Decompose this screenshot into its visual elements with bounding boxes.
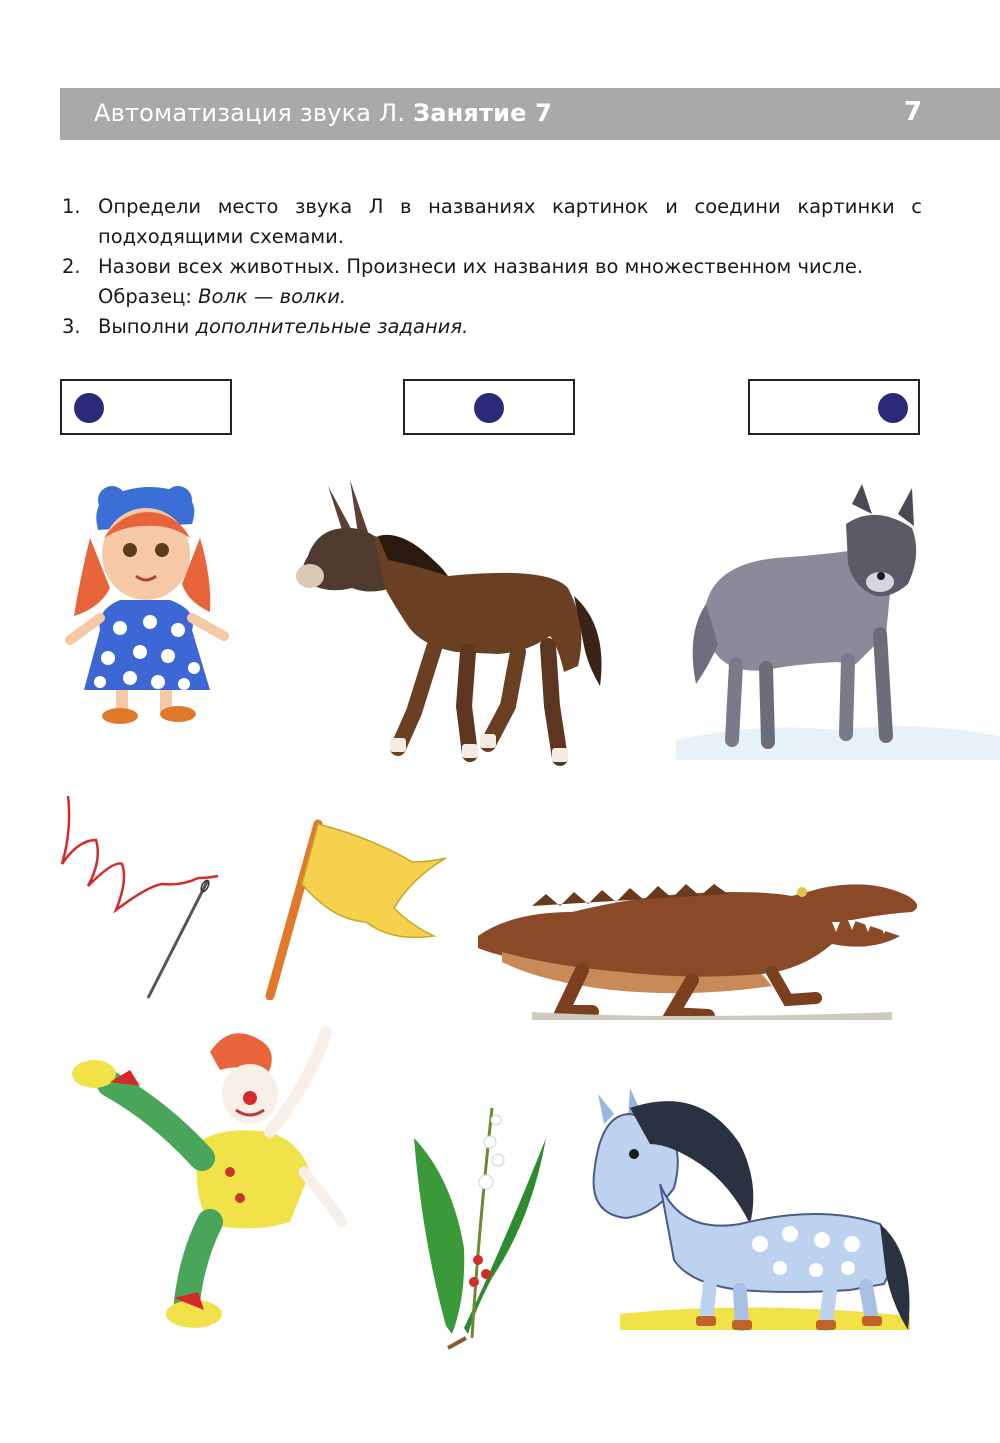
scheme-end[interactable]: [748, 379, 920, 435]
scheme-start[interactable]: [60, 379, 232, 435]
sample-text: Волк — волки.: [198, 285, 347, 308]
task-list: [62, 192, 922, 342]
doll-icon[interactable]: [60, 478, 240, 730]
scheme-middle[interactable]: [403, 379, 575, 435]
task-item: [62, 312, 922, 342]
sound-dot: [878, 393, 908, 423]
title-bold: Занятие 7: [412, 99, 553, 127]
lily-of-the-valley-icon[interactable]: [412, 1098, 552, 1350]
wolf-icon[interactable]: [676, 484, 1000, 760]
task-number: 2.: [62, 255, 81, 278]
flag-icon[interactable]: [262, 818, 450, 1000]
task-item: [62, 192, 922, 252]
task-text: Назови всех животных. Произнеси их названия во множественном числе.: [98, 255, 864, 278]
title-regular: Автоматизация звука Л.: [94, 99, 406, 127]
crocodile-icon[interactable]: [472, 862, 924, 1020]
sample-label: Образец:: [98, 285, 192, 308]
donkey-icon[interactable]: [288, 476, 613, 776]
page-number: 7: [903, 97, 922, 127]
task-number: 1.: [62, 195, 81, 218]
task-italic-text: дополнительные задания.: [195, 315, 469, 338]
sound-dot: [474, 393, 504, 423]
pony-icon[interactable]: [590, 1084, 920, 1340]
page-title: [94, 99, 552, 127]
task-text: Определи место звука Л в названиях картинок и соедини картинки с подходящими схемами.: [98, 195, 922, 248]
needle-thread-icon[interactable]: [58, 790, 226, 1002]
clown-icon[interactable]: [70, 1022, 352, 1332]
sound-dot: [74, 393, 104, 423]
task-number: 3.: [62, 315, 81, 338]
task-item: [62, 252, 922, 312]
task-text: Выполни: [98, 315, 190, 338]
header-bar: [60, 88, 1000, 140]
